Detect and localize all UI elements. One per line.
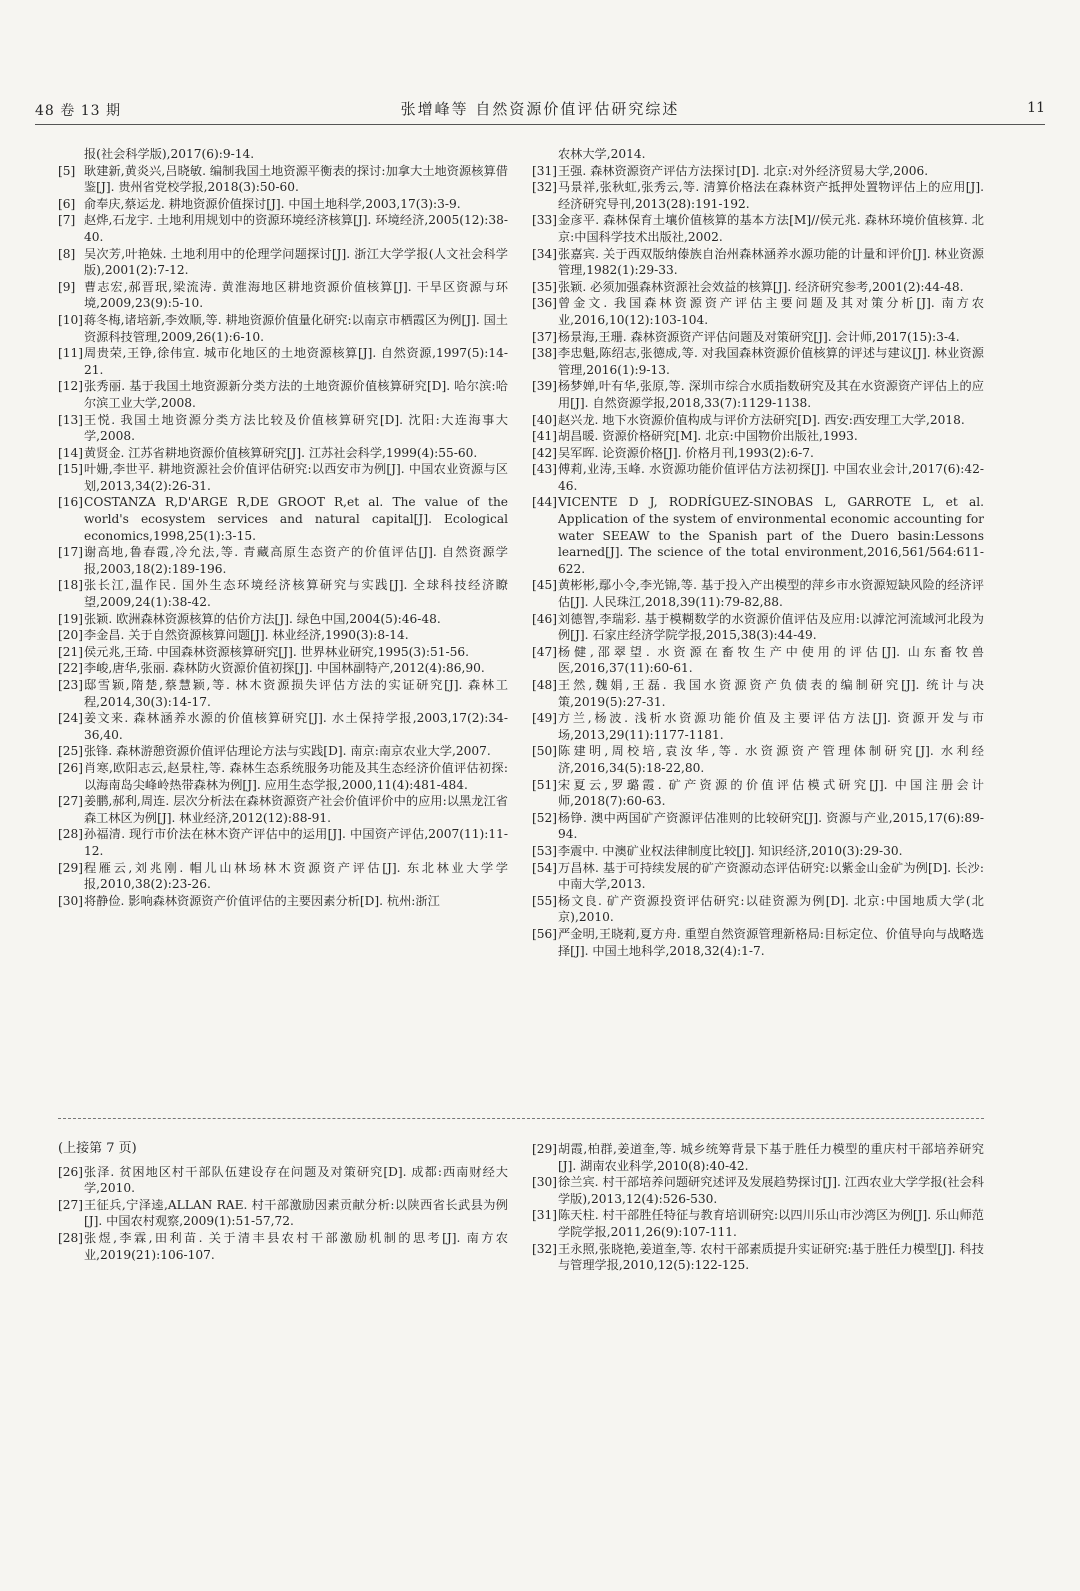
reference-number: [43] (532, 462, 558, 477)
reference-number: [22] (58, 661, 84, 676)
reference-entry (532, 329, 984, 346)
reference-number: [13] (58, 412, 84, 427)
reference-number: [28] (58, 827, 84, 842)
section-divider (58, 1118, 984, 1119)
reference-entry (58, 494, 508, 544)
reference-text: 孙福清. 现行市价法在林木资产评估中的运用[J]. 中国资产评估,2007(11):11-12. (84, 827, 508, 858)
reference-text: 侯元兆,王琦. 中国森林资源核算研究[J]. 世界林业研究,1995(3):51-56. (84, 644, 469, 659)
reference-text: 严金明,王晓莉,夏方舟. 重塑自然资源管理新格局:目标定位、价值导向与战略选择[J]. 中国土地科学,2018,32(4):1-7. (558, 926, 984, 958)
continued-left-list (58, 1164, 508, 1264)
reference-text: 杨景海,王珊. 森林资源资产评估问题及对策研究[J]. 会计师,2017(15):3-4. (558, 329, 960, 344)
reference-number: [51] (532, 777, 558, 792)
reference-number: [21] (58, 644, 84, 659)
reference-entry (532, 279, 984, 296)
reference-entry (532, 378, 984, 411)
running-header (35, 96, 1045, 125)
reference-entry (58, 677, 508, 710)
reference-entry (532, 163, 984, 180)
reference-number: [5] (58, 163, 76, 178)
reference-entry (58, 793, 508, 826)
reference-number: [34] (532, 246, 558, 261)
reference-text: 宋夏云,罗璐霞. 矿产资源的价值评估模式研究[J]. 中国注册会计师,2018(7):60-63. (558, 777, 984, 809)
reference-text: 方兰,杨波. 浅析水资源功能价值及主要评估方法[J]. 资源开发与市场,2013,29(11):1177-1181. (558, 711, 984, 742)
reference-entry (532, 246, 984, 279)
reference-number: [38] (532, 346, 558, 361)
reference-text: 李震中. 中澳矿业权法律制度比较[J]. 知识经济,2010(3):29-30. (558, 843, 903, 858)
reference-text: 张泽. 贫困地区村干部队伍建设存在问题及对策研究[D]. 成都:西南财经大学,2010. (84, 1164, 508, 1196)
reference-number: [20] (58, 628, 84, 643)
reference-entry (532, 212, 984, 245)
reference-entry (58, 760, 508, 793)
reference-entry (532, 146, 984, 163)
reference-text: 黄贤金. 江苏省耕地资源价值核算研究[J]. 江苏社会科学,1999(4):55-60. (84, 445, 478, 460)
reference-number: [42] (532, 445, 558, 460)
reference-text: 吴军晖. 论资源价格[J]. 价格月刊,1993(2):6-7. (558, 445, 814, 460)
reference-number: [55] (532, 893, 558, 908)
reference-text: 赵烨,石龙宇. 土地利用规划中的资源环境经济核算[J]. 环境经济,2005(12):38-40. (84, 213, 508, 244)
reference-entry (58, 246, 508, 279)
reference-entry (532, 428, 984, 445)
reference-text: 陈建明,周校培,袁汝华,等. 水资源资产管理体制研究[J]. 水利经济,2016,34(5):18-22,80. (558, 744, 984, 775)
reference-entry (58, 1197, 508, 1230)
reference-number: [11] (58, 346, 84, 361)
reference-text: 张煜,李霖,田利苗. 关于清丰县农村干部激励机制的思考[J]. 南方农业,2019(21):106-107. (84, 1230, 508, 1262)
reference-number: [19] (58, 611, 84, 626)
reference-text: 吴次芳,叶艳妹. 土地利用中的伦理学问题探讨[J]. 浙江大学学报(人文社会科学版),2001(2):7-12. (84, 246, 508, 278)
reference-text: 胡霞,柏群,姜道奎,等. 城乡统筹背景下基于胜任力模型的重庆村干部培养研究[J]. 湖南农业科学,2010(8):40-42. (558, 1142, 984, 1173)
reference-entry (532, 577, 984, 610)
reference-entry (532, 445, 984, 462)
page-number: 11 (1027, 100, 1045, 116)
reference-entry (58, 577, 508, 610)
reference-number: [37] (532, 329, 558, 344)
reference-entry (58, 312, 508, 345)
reference-text: 姜鹏,郝利,周连. 层次分析法在森林资源资产社会价值评价中的应用:以黑龙江省森工林区为例[J]. 林业经济,2012(12):88-91. (84, 794, 508, 825)
reference-number: [29] (58, 860, 84, 875)
reference-number: [33] (532, 213, 558, 228)
reference-number: [45] (532, 578, 558, 593)
reference-number: [16] (58, 495, 84, 510)
reference-text: 杨铮. 澳中两国矿产资源评估准则的比较研究[J]. 资源与产业,2015,17(6):89-94. (558, 810, 984, 842)
reference-text: 王强. 森林资源资产评估方法探讨[D]. 北京:对外经济贸易大学,2006. (558, 163, 929, 178)
reference-entry (532, 926, 984, 959)
reference-entry (532, 412, 984, 429)
reference-text: 马景祥,张秋虹,张秀云,等. 清算价格法在森林资产抵押处置物评估上的应用[J]. 经济研究导刊,2013(28):191-192. (558, 180, 984, 211)
reference-entry (532, 777, 984, 810)
reference-text: 李忠魁,陈绍志,张德成,等. 对我国森林资源价值核算的评述与建议[J]. 林业资源管理,2016(1):9-13. (558, 346, 984, 377)
reference-number: [32] (532, 180, 558, 195)
reference-number: [6] (58, 196, 76, 211)
continued-heading: (上接第 7 页) (58, 1141, 137, 1156)
continued-references-left (58, 1141, 508, 1263)
reference-number: [31] (532, 1208, 558, 1223)
reference-text: 张嘉宾. 关于西双版纳傣族自治州森林涵养水源功能的计量和评价[J]. 林业资源管理,1982(1):29-33. (558, 246, 984, 278)
reference-entry (532, 1174, 984, 1207)
reference-number: [12] (58, 379, 84, 394)
reference-entry (532, 461, 984, 494)
reference-entry (532, 860, 984, 893)
reference-number: [9] (58, 279, 76, 294)
reference-number: [26] (58, 760, 84, 775)
reference-text: COSTANZA R,D'ARGE R,DE GROOT R,et al. The value of the world's ecosystem services and natural capital[J]. Ecological economics,1998,25(1):3-15. (84, 495, 508, 543)
reference-entry (58, 710, 508, 743)
reference-entry (58, 196, 508, 213)
reference-entry (532, 1141, 984, 1174)
continued-references-right (532, 1141, 984, 1274)
reference-number: [7] (58, 213, 76, 228)
reference-text: 周贵荣,王铮,徐伟宣. 城市化地区的土地资源核算[J]. 自然资源,1997(5):14-21. (84, 346, 508, 377)
reference-entry (532, 345, 984, 378)
reference-number: [48] (532, 678, 558, 692)
reference-text: 李金昌. 关于自然资源核算问题[J]. 林业经济,1990(3):8-14. (84, 628, 409, 643)
reference-entry (532, 710, 984, 743)
reference-number: [46] (532, 611, 558, 626)
reference-number: [10] (58, 312, 84, 327)
reference-number: [41] (532, 429, 558, 444)
reference-number: [31] (532, 163, 558, 178)
reference-text: 程雁云,刘兆刚. 帽儿山林场林木资源资产评估[J]. 东北林业大学学报,2010,38(2):23-26. (84, 860, 508, 892)
reference-text: 傅莉,业涛,玉峰. 水资源功能价值评估方法初探[J]. 中国农业会计,2017(6):42-46. (558, 462, 984, 493)
reference-number: [56] (532, 926, 558, 941)
reference-text: 金彦平. 森林保育土壤价值核算的基本方法[M]//侯元兆. 森林环境价值核算. 北京:中国科学技术出版社,2002. (558, 213, 984, 244)
reference-text: 王征兵,宁泽逵,ALLAN RAE. 村干部激励因素贡献分析:以陕西省长武县为例[J]. 中国农村观察,2009(1):51-57,72. (84, 1197, 508, 1229)
reference-text: 张颖. 欧洲森林资源核算的估价方法[J]. 绿色中国,2004(5):46-48. (84, 611, 441, 626)
reference-entry (58, 893, 508, 910)
reference-text: 邸雪颖,隋楚,蔡慧颖,等. 林木资源损失评估方法的实证研究[J]. 森林工程,2014,30(3):14-17. (84, 678, 508, 709)
reference-text: 徐兰宾. 村干部培养问题研究述评及发展趋势探讨[J]. 江西农业大学学报(社会科学版),2013,12(4):526-530. (558, 1175, 984, 1206)
reference-text: 王然,魏娟,王磊. 我国水资源资产负债表的编制研究[J]. 统计与决策,2019(5):27-31. (558, 678, 984, 709)
reference-text: 曹志宏,郝晋珉,梁流涛. 黄淮海地区耕地资源价值核算[J]. 干旱区资源与环境,2009,23(9):5-10. (84, 279, 508, 311)
reference-text: 刘德智,李瑞彩. 基于模糊数学的水资源价值评估及应用:以滹沱河流域河北段为例[J]. 石家庄经济学院学报,2015,38(3):44-49. (558, 611, 984, 643)
reference-text: 将静俭. 影响森林资源资产价值评估的主要因素分析[D]. 杭州:浙江 (84, 893, 440, 908)
reference-entry (58, 644, 508, 661)
reference-number: [36] (532, 296, 558, 311)
reference-entry (58, 279, 508, 312)
reference-number: [15] (58, 462, 84, 477)
reference-number: [44] (532, 495, 558, 510)
reference-number: [30] (532, 1175, 558, 1190)
references-right-column (532, 146, 984, 959)
reference-text: 陈天柱. 村干部胜任特征与教育培训研究:以四川乐山市沙湾区为例[J]. 乐山师范学院学报,2011,26(9):107-111. (558, 1208, 984, 1239)
reference-text: 黄彬彬,鄢小令,李光锦,等. 基于投入产出模型的萍乡市水资源短缺风险的经济评估[J]. 人民珠江,2018,39(11):79-82,88. (558, 578, 984, 610)
reference-text: 王永照,张晓艳,姜道奎,等. 农村干部素质提升实证研究:基于胜任力模型[J]. 科技与管理学报,2010,12(5):122-125. (558, 1241, 984, 1273)
reference-number: [32] (532, 1241, 558, 1256)
reference-entry (532, 1207, 984, 1240)
reference-text: 杨文良. 矿产资源投资评估研究:以硅资源为例[D]. 北京:中国地质大学(北京),2010. (558, 893, 984, 925)
reference-text: 肖寒,欧阳志云,赵景柱,等. 森林生态系统服务功能及其生态经济价值评估初探:以海南岛尖峰岭热带森林为例[J]. 应用生态学报,2000,11(4):481-484. (84, 760, 508, 792)
reference-text: 叶姗,李世平. 耕地资源社会价值评估研究:以西安市为例[J]. 中国农业资源与区划,2013,34(2):26-31. (84, 462, 508, 493)
reference-entry (58, 1230, 508, 1263)
reference-text: 赵兴龙. 地下水资源价值构成与评价方法研究[D]. 西安:西安理工大学,2018. (558, 412, 965, 427)
reference-entry (532, 494, 984, 577)
reference-entry (58, 544, 508, 577)
reference-number: [25] (58, 744, 84, 759)
reference-number: [47] (532, 644, 558, 659)
references-left-column (58, 146, 508, 909)
reference-entry (58, 1164, 508, 1197)
reference-entry (58, 611, 508, 628)
reference-number: [40] (532, 412, 558, 427)
reference-number: [8] (58, 246, 76, 261)
reference-number: [27] (58, 1197, 84, 1212)
reference-entry (58, 146, 508, 163)
reference-entry (532, 611, 984, 644)
reference-entry (58, 660, 508, 677)
reference-entry (532, 179, 984, 212)
reference-text: 王悦. 我国土地资源分类方法比较及价值核算研究[D]. 沈阳:大连海事大学,2008. (84, 412, 508, 444)
reference-text: 耿建新,黄炎兴,吕晓敏. 编制我国土地资源平衡表的探讨:加拿大土地资源核算借鉴[J]. 贵州省党校学报,2018(3):50-60. (84, 163, 508, 195)
reference-text: 谢高地,鲁春霞,冷允法,等. 青藏高原生态资产的价值评估[J]. 自然资源学报,2003,18(2):189-196. (84, 545, 508, 576)
reference-number: [35] (532, 279, 558, 294)
reference-number: [49] (532, 711, 558, 726)
reference-number: [29] (532, 1142, 558, 1156)
reference-text: 姜文来. 森林涵养水源的价值核算研究[J]. 水土保持学报,2003,17(2):34-36,40. (84, 711, 508, 742)
reference-entry (58, 378, 508, 411)
reference-entry (532, 295, 984, 328)
reference-text: 张长江,温作民. 国外生态环境经济核算研究与实践[J]. 全球科技经济瞭望,2009,24(1):38-42. (84, 578, 508, 610)
reference-entry (58, 163, 508, 196)
reference-entry (58, 826, 508, 859)
reference-text: 杨健,邵翠望. 水资源在畜牧生产中使用的评估[J]. 山东畜牧兽医,2016,37(11):60-61. (558, 644, 984, 676)
reference-entry (58, 743, 508, 760)
reference-number: [28] (58, 1230, 84, 1245)
reference-text: 农林大学,2014. (558, 147, 646, 161)
reference-text: 张秀丽. 基于我国土地资源新分类方法的土地资源价值核算研究[D]. 哈尔滨:哈尔滨工业大学,2008. (84, 379, 508, 410)
running-title: 张增峰等 自然资源价值评估研究综述 (400, 100, 680, 118)
reference-number: [24] (58, 711, 84, 726)
reference-text: 李峻,唐华,张丽. 森林防火资源价值初探[J]. 中国林副特产,2012(4):86,90. (84, 661, 485, 676)
reference-entry (58, 212, 508, 245)
reference-text: 张颖. 必须加强森林资源社会效益的核算[J]. 经济研究参考,2001(2):44-48. (558, 279, 964, 294)
reference-entry (58, 627, 508, 644)
reference-number: [23] (58, 678, 84, 692)
reference-number: [54] (532, 860, 558, 875)
reference-entry (532, 743, 984, 776)
reference-entry (532, 644, 984, 677)
reference-entry (532, 843, 984, 860)
reference-number: [52] (532, 810, 558, 825)
reference-text: 蒋冬梅,诸培新,李效顺,等. 耕地资源价值量化研究:以南京市栖霞区为例[J]. 国土资源科技管理,2009,26(1):6-10. (84, 312, 508, 344)
reference-entry (58, 412, 508, 445)
reference-number: [39] (532, 379, 558, 394)
reference-number: [50] (532, 744, 558, 759)
reference-entry (532, 677, 984, 710)
reference-number: [17] (58, 545, 84, 560)
reference-entry (58, 461, 508, 494)
reference-text: 曾金文. 我国森林资源资产评估主要问题及其对策分析[J]. 南方农业,2016,10(12):103-104. (558, 296, 984, 327)
reference-text: VICENTE D J, RODRÍGUEZ-SINOBAS L, GARROTE L, et al. Application of the system of environmental economic accounting for water SEEAW to the Spanish part of the Duero basin:Lessons learned[J]. The science of the total environment,2016,561/564:611-622. (558, 495, 984, 576)
reference-number: [14] (58, 445, 84, 460)
reference-number: [26] (58, 1164, 84, 1179)
reference-text: 报(社会科学版),2017(6):9-14. (84, 147, 255, 161)
reference-text: 杨梦婵,叶有华,张原,等. 深圳市综合水质指数研究及其在水资源资产评估上的应用[J]. 自然资源学报,2018,33(7):1129-1138. (558, 379, 984, 410)
reference-number: [30] (58, 893, 84, 908)
reference-text: 俞奉庆,蔡运龙. 耕地资源价值探讨[J]. 中国土地科学,2003,17(3):3-9. (84, 196, 461, 211)
reference-text: 胡昌暖. 资源价格研究[M]. 北京:中国物价出版社,1993. (558, 429, 858, 444)
reference-entry (58, 345, 508, 378)
reference-entry (532, 810, 984, 843)
reference-entry (532, 1241, 984, 1274)
volume-issue: 48 卷 13 期 (35, 103, 121, 119)
reference-text: 万昌林. 基于可持续发展的矿产资源动态评估研究:以紫金山金矿为例[D]. 长沙:中南大学,2013. (558, 860, 984, 892)
reference-number: [53] (532, 843, 558, 858)
reference-entry (58, 860, 508, 893)
reference-number: [18] (58, 578, 84, 593)
reference-entry (532, 893, 984, 926)
reference-text: 张锋. 森林游憩资源价值评估理论方法与实践[D]. 南京:南京农业大学,2007. (84, 744, 491, 759)
reference-entry (58, 445, 508, 462)
reference-number: [27] (58, 794, 84, 809)
